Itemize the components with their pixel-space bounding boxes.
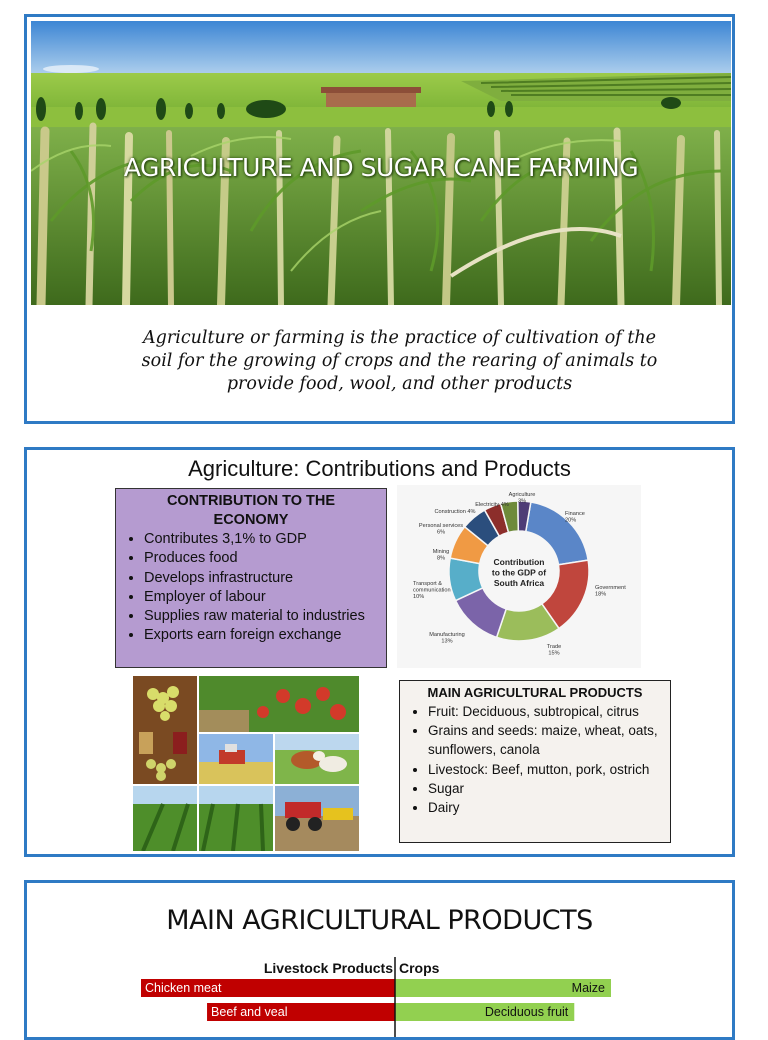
list-item: • Exports earn foreign exchange: [144, 626, 380, 645]
donut-slice-label: Manufacturing 13%: [429, 632, 465, 645]
crops-bar-label: Deciduous fruit: [484, 1005, 569, 1019]
donut-slice-label: Mining 8%: [432, 549, 450, 562]
crops-bar-label: Maize: [571, 981, 605, 995]
donut-center-title: Contribution to the GDP of South Africa: [491, 557, 547, 588]
list-item: • Produces food: [144, 549, 380, 568]
donut-slice-label: Government 18%: [595, 585, 626, 598]
main-products-box: [399, 680, 671, 843]
slide-intro: [24, 14, 735, 424]
agriculture-photo-collage: [133, 676, 359, 851]
list-item: • Sugar: [428, 779, 664, 798]
donut-slice-label: Agriculture 3%: [508, 492, 536, 505]
donut-slice-label: Electricity 4%: [475, 502, 509, 508]
list-item: • Dairy: [428, 798, 664, 817]
donut-slice-label: Personal services 6%: [418, 523, 464, 536]
donut-slice-label: Trade 15%: [546, 644, 562, 657]
page-title: AGRICULTURE AND SUGAR CANE FARMING: [123, 153, 639, 182]
livestock-bar-label: Beef and veal: [211, 1005, 288, 1019]
slide-title: Agriculture: Contributions and Products: [188, 456, 571, 481]
list-item: • Employer of labour: [144, 588, 380, 607]
slide-contributions: [24, 447, 735, 857]
donut-slice-label: Construction 4%: [434, 509, 476, 515]
contribution-heading: CONTRIBUTION TO THE ECONOMY: [166, 493, 336, 528]
list-item: • Fruit: Deciduous, subtropical, citrus: [428, 702, 664, 721]
list-item: • Supplies raw material to industries: [144, 607, 380, 626]
list-item: • Develops infrastructure: [144, 569, 380, 588]
products-bar-chart: [27, 953, 732, 1040]
slide-title: MAIN AGRICULTURAL PRODUCTS: [166, 905, 593, 936]
livestock-heading: Livestock Products: [263, 960, 393, 976]
contribution-list: [122, 530, 380, 646]
donut-slice-label: Finance 20%: [565, 511, 585, 524]
products-list: [406, 702, 664, 817]
slide-main-products: [24, 880, 735, 1040]
products-heading: MAIN AGRICULTURAL PRODUCTS: [427, 685, 643, 700]
list-item: • Livestock: Beef, mutton, pork, ostrich: [428, 760, 664, 779]
intro-paragraph: Agriculture or farming is the practice of cultivation of the soil for the growing of crops and the rearing of animals to provide food, wool, and other products: [141, 328, 658, 394]
list-item: • Grains and seeds: maize, wheat, oats, sunflowers, canola: [428, 721, 664, 759]
farm-banner-image: [31, 21, 731, 305]
contribution-box: [115, 488, 387, 668]
livestock-bar-label: Chicken meat: [145, 981, 222, 995]
gdp-donut-chart: [397, 485, 641, 668]
crops-heading: Crops: [399, 960, 440, 976]
list-item: • Contributes 3,1% to GDP: [144, 530, 380, 549]
donut-slice-label: Transport & communication 10%: [413, 581, 451, 600]
